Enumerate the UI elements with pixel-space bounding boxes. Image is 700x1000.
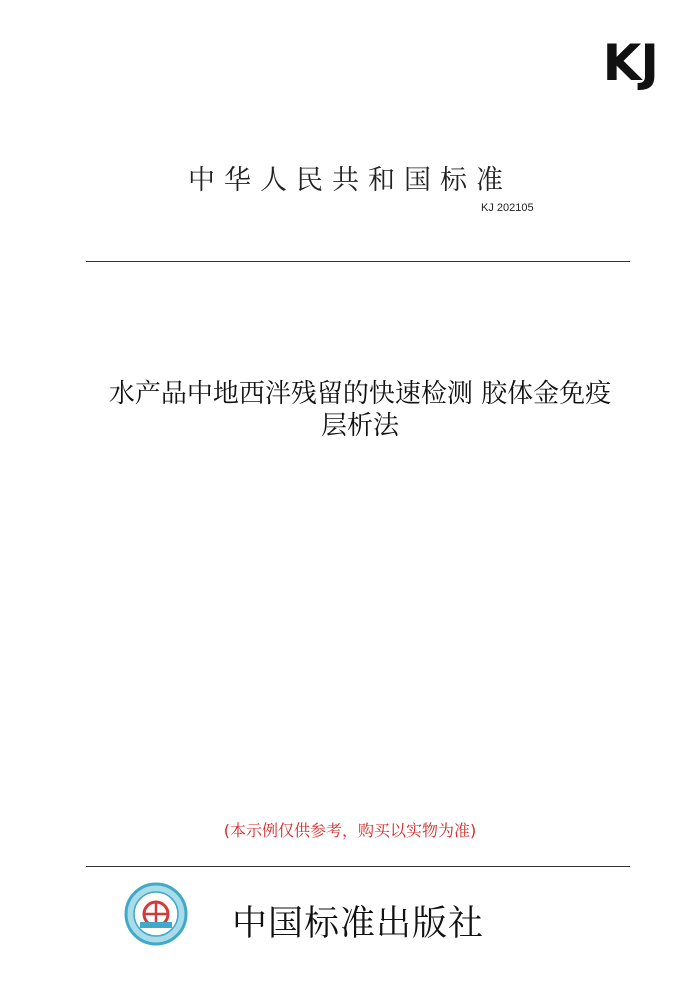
standard-title: 中华人民共和国标准	[188, 165, 512, 196]
document-title	[40, 378, 680, 442]
document-title-line-2: 层析法	[320, 411, 399, 441]
standard-code: KJ 202105	[481, 202, 534, 214]
kj-brand-mark: KJ	[602, 34, 658, 92]
publisher-name: 中国标准出版社	[232, 904, 485, 944]
bottom-divider	[86, 866, 630, 867]
sample-disclaimer: (本示例仅供参考，购买以实物为准)	[223, 821, 477, 840]
publisher-seal-icon	[124, 882, 188, 946]
document-title-line-1: 水产品中地西泮残留的快速检测 胶体金免疫	[108, 379, 612, 409]
top-divider	[86, 261, 630, 262]
